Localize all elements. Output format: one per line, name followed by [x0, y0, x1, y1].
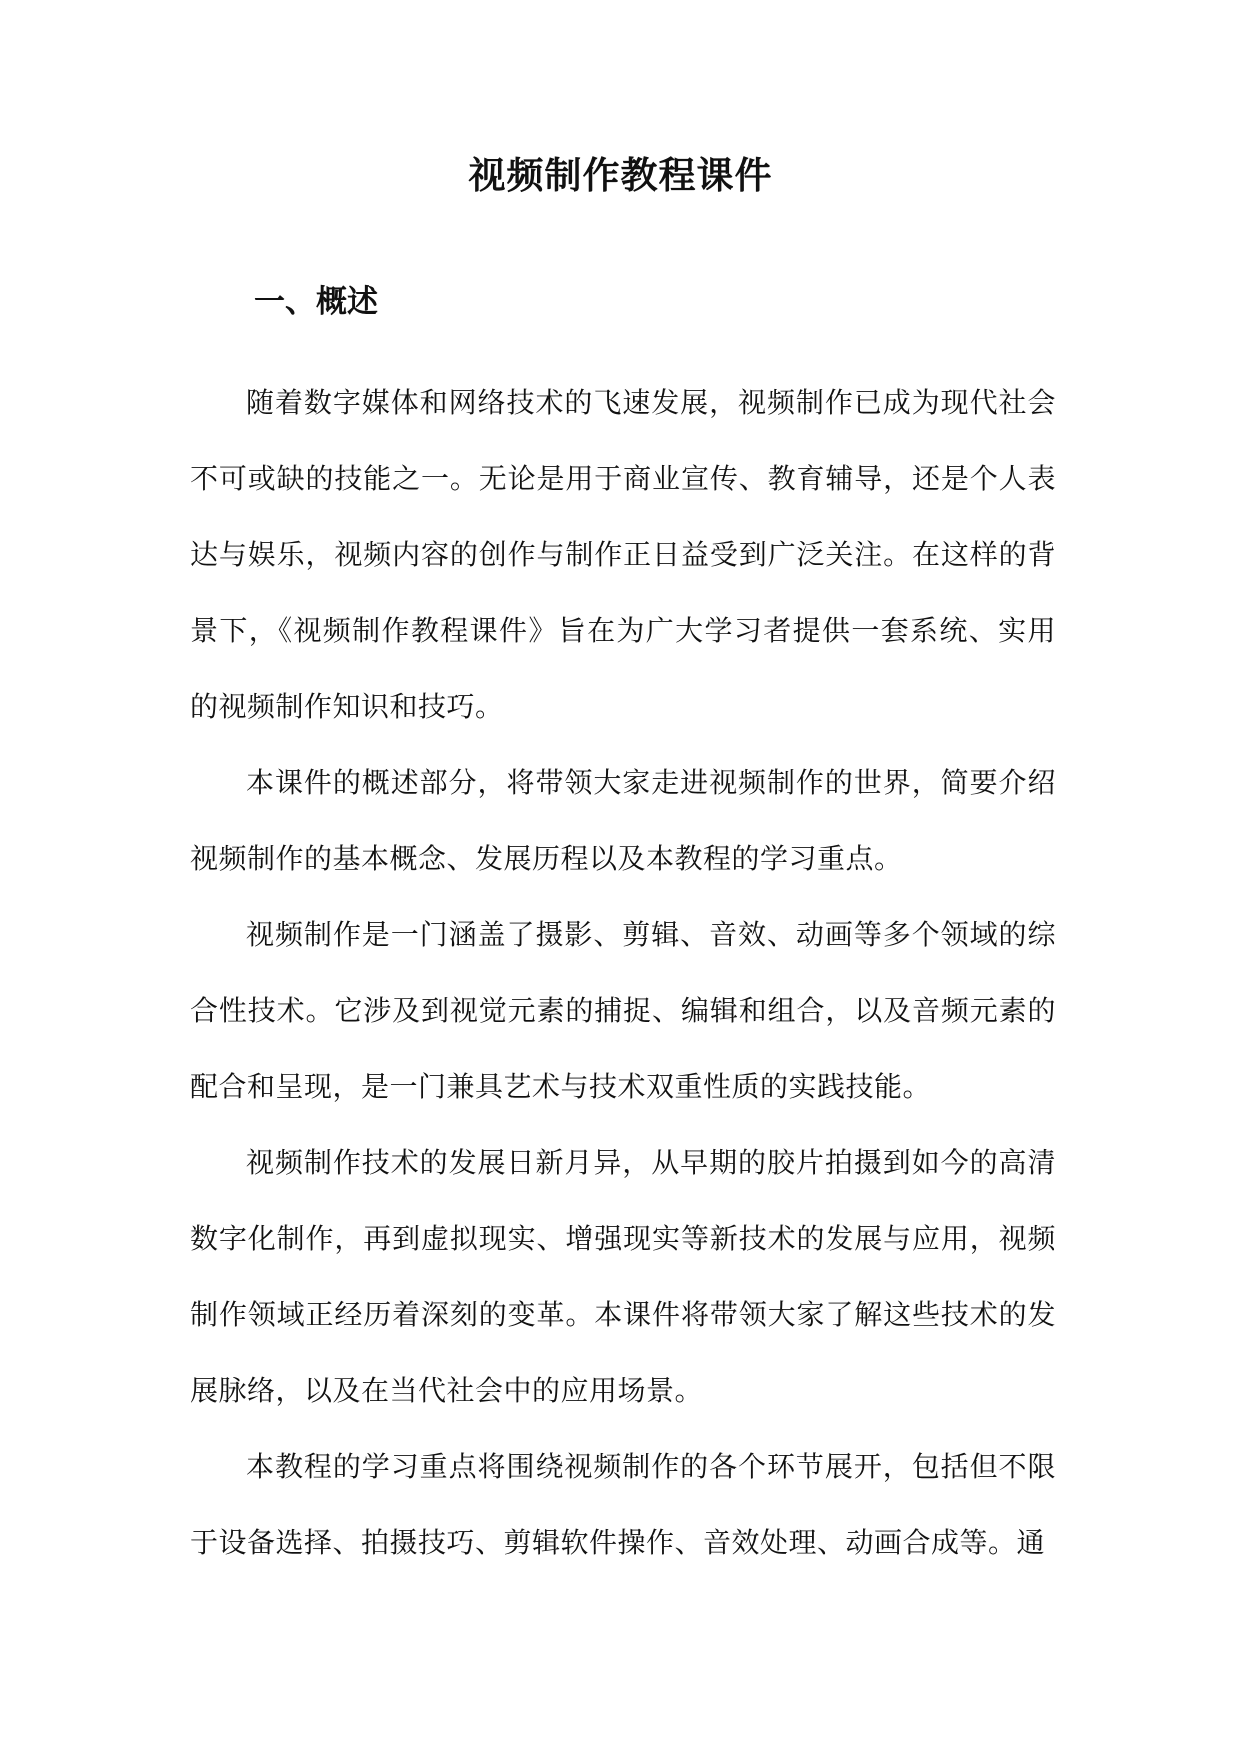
paragraph: 本教程的学习重点将围绕视频制作的各个环节展开，包括但不限于设备选择、拍摄技巧、剪辑软件操作、音效处理、动画合成等。通	[190, 1450, 1056, 1559]
paragraph: 随着数字媒体和网络技术的飞速发展，视频制作已成为现代社会不可或缺的技能之一。无论是用于商业宣传、教育辅导，还是个人表达与娱乐，视频内容的创作与制作正日益受到广泛关注。在这样的背景下，《视频制作教程课件》旨在为广大学习者提供一套系统、实用的视频制作知识和技巧。	[190, 386, 1056, 723]
section-heading: 一、概述	[254, 284, 378, 320]
document-title: 视频制作教程课件	[468, 153, 773, 197]
section-body	[190, 365, 1056, 1581]
paragraph: 本课件的概述部分，将带领大家走进视频制作的世界，简要介绍视频制作的基本概念、发展历程以及本教程的学习重点。	[190, 766, 1056, 875]
paragraph: 视频制作技术的发展日新月异，从早期的胶片拍摄到如今的高清数字化制作，再到虚拟现实、增强现实等新技术的发展与应用，视频制作领域正经历着深刻的变革。本课件将带领大家了解这些技术的发展脉络，以及在当代社会中的应用场景。	[190, 1146, 1056, 1407]
paragraph: 视频制作是一门涵盖了摄影、剪辑、音效、动画等多个领域的综合性技术。它涉及到视觉元素的捕捉、编辑和组合，以及音频元素的配合和呈现，是一门兼具艺术与技术双重性质的实践技能。	[190, 918, 1056, 1103]
